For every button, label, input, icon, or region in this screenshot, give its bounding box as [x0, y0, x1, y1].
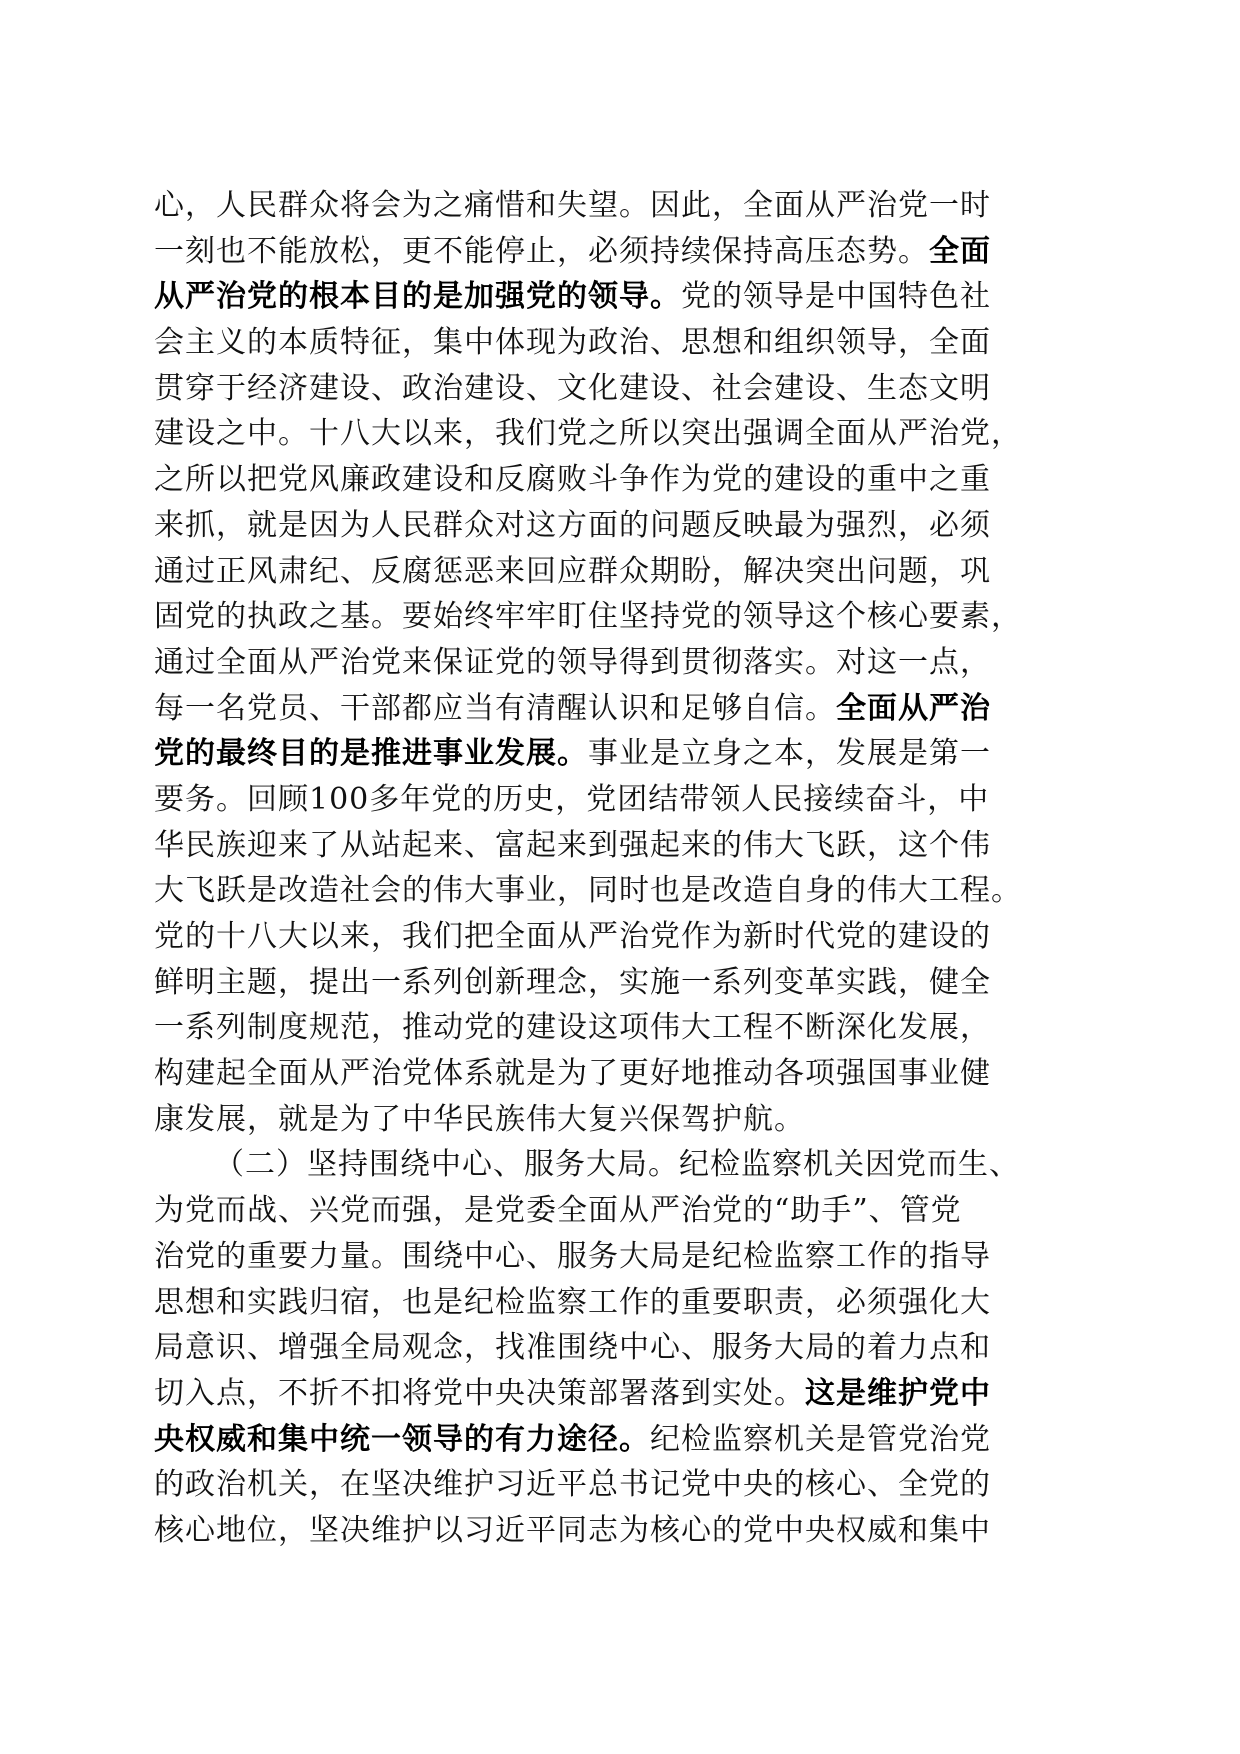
text-line: 心，人民群众将会为之痛惜和失望。因此，全面从严治党一时 [154, 188, 991, 223]
text-line: 党的十八大以来，我们把全面从严治党作为新时代党的建设的 [154, 919, 991, 954]
text-line: 每一名党员、干部都应当有清醒认识和足够自信。全面从严治 [154, 690, 991, 726]
section-heading-line: （二）坚持围绕中心、服务大局。纪检监察机关因党而生、 [214, 1147, 1020, 1183]
text-line: 的政治机关，在坚决维护习近平总书记党中央的核心、全党的 [154, 1467, 991, 1503]
text-line: 贯穿于经济建设、政治建设、文化建设、社会建设、生态文明 [154, 370, 991, 406]
text-line: 通过正风肃纪、反腐惩恶来回应群众期盼，解决突出问题，巩 [154, 553, 991, 589]
text-line: 央权威和集中统一领导的有力途径。纪检监察机关是管党治党 [154, 1421, 991, 1457]
document-page [154, 183, 1090, 1554]
text-line: 从严治党的根本目的是加强党的领导。党的领导是中国特色社 [154, 279, 991, 315]
text-line: 党的最终目的是推进事业发展。事业是立身之本，发展是第一 [154, 736, 991, 772]
text-line: 局意识、增强全局观念，找准围绕中心、服务大局的着力点和 [154, 1330, 991, 1366]
text-line: 一刻也不能放松，更不能停止，必须持续保持高压态势。全面 [154, 233, 991, 269]
text-line: 来抓，就是因为人民群众对这方面的问题反映最为强烈，必须 [154, 507, 991, 543]
text-line: 构建起全面从严治党体系就是为了更好地推动各项强国事业健 [154, 1056, 991, 1092]
text-line: 大飞跃是改造社会的伟大事业，同时也是改造自身的伟大工程。 [154, 873, 1022, 909]
text-line: 要务。回顾100多年党的历史，党团结带领人民接续奋斗，中 [154, 781, 990, 817]
text-line: 华民族迎来了从站起来、富起来到强起来的伟大飞跃，这个伟 [154, 827, 991, 863]
text-line: 为党而战、兴党而强，是党委全面从严治党的“助手”、管党 [154, 1193, 962, 1229]
text-line: 之所以把党风廉政建设和反腐败斗争作为党的建设的重中之重 [154, 462, 991, 498]
text-line: 鲜明主题，提出一系列创新理念，实施一系列变革实践，健全 [154, 964, 991, 1000]
text-line: 治党的重要力量。围绕中心、服务大局是纪检监察工作的指导 [154, 1238, 991, 1274]
text-line: 核心地位，坚决维护以习近平同志为核心的党中央权威和集中 [154, 1512, 991, 1548]
text-line: 建设之中。十八大以来，我们党之所以突出强调全面从严治党， [154, 416, 1022, 452]
text-line: 通过全面从严治党来保证党的领导得到贯彻落实。对这一点， [154, 644, 991, 680]
text-line: 切入点，不折不扣将党中央决策部署落到实处。这是维护党中 [154, 1375, 991, 1411]
text-line: 会主义的本质特征，集中体现为政治、思想和组织领导，全面 [154, 325, 991, 361]
text-line: 康发展，就是为了中华民族伟大复兴保驾护航。 [154, 1101, 805, 1137]
text-line: 一系列制度规范，推动党的建设这项伟大工程不断深化发展， [154, 1010, 991, 1046]
text-line: 思想和实践归宿，也是纪检监察工作的重要职责，必须强化大 [154, 1284, 991, 1320]
text-line: 固党的执政之基。要始终牢牢盯住坚持党的领导这个核心要素， [154, 599, 1022, 635]
